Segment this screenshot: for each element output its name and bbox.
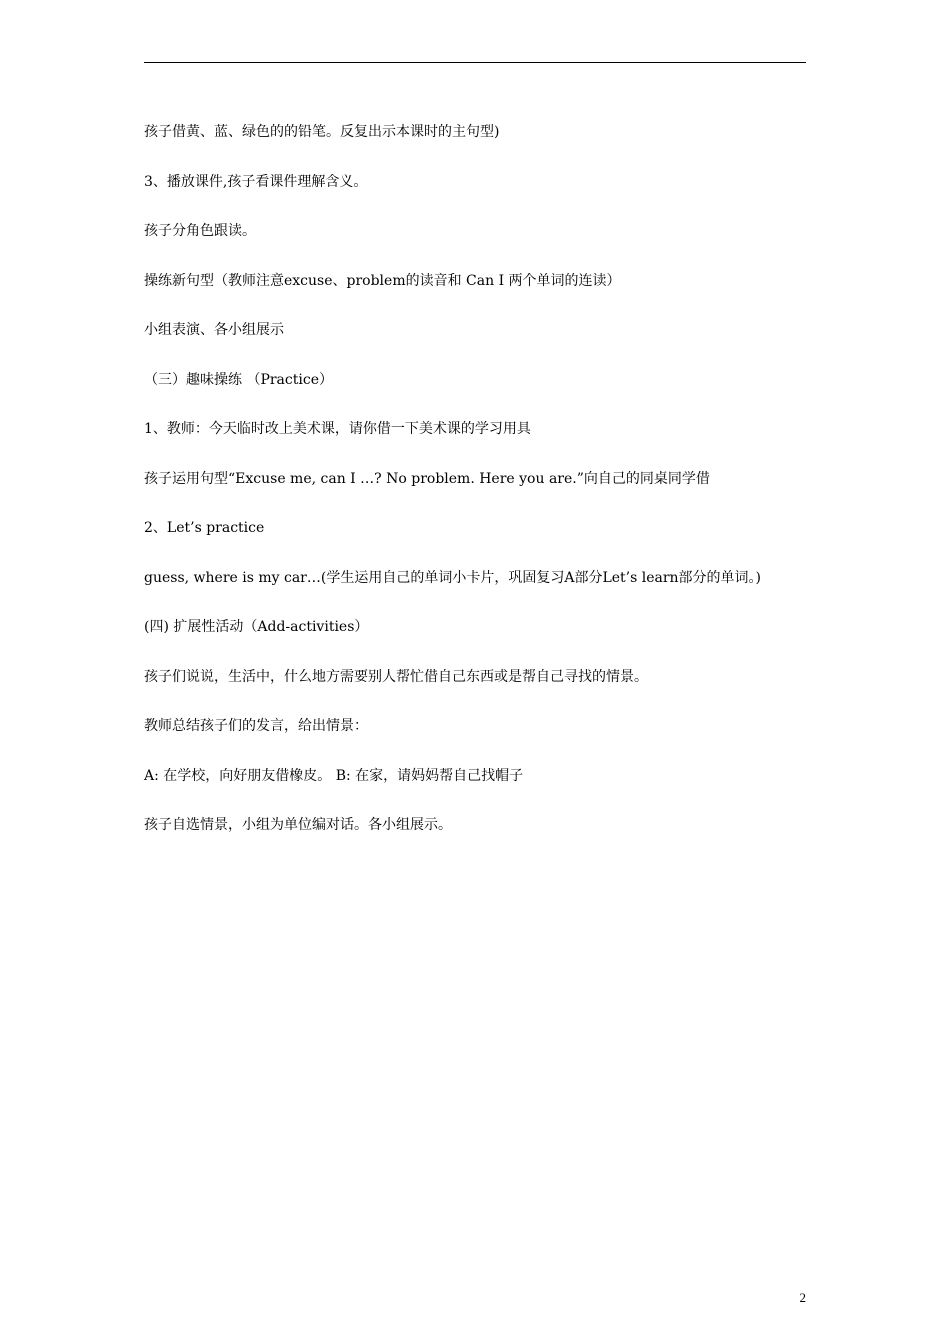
- paragraph: guess, where is my car…(学生运用自己的单词小卡片，巩固复习A部分Let’s learn部分的单词。): [144, 569, 762, 586]
- header-rule: [144, 62, 806, 63]
- paragraph: 3、播放课件,孩子看课件理解含义。: [144, 173, 368, 190]
- section-heading: （三）趣味操练 （Practice）: [144, 371, 333, 388]
- paragraph: 2、Let’s practice: [144, 520, 265, 536]
- paragraph: 小组表演、各小组展示: [144, 322, 284, 338]
- paragraph: 1、教师：今天临时改上美术课，请你借一下美术课的学习用具: [144, 421, 531, 437]
- paragraph: 孩子们说说，生活中，什么地方需要别人帮忙借自己东西或是帮自己寻找的情景。: [144, 668, 648, 685]
- section-heading: (四) 扩展性活动（Add-activities）: [144, 619, 369, 635]
- paragraph: 孩子自选情景，小组为单位编对话。各小组展示。: [144, 817, 452, 833]
- paragraph: 操练新句型（教师注意excuse、problem的读音和 Can I 两个单词的连读）: [144, 272, 621, 289]
- paragraph: 孩子借黄、蓝、绿色的的铅笔。反复出示本课时的主句型): [144, 124, 500, 140]
- document-body: [144, 120, 806, 863]
- page-number: 2: [799, 1290, 806, 1305]
- paragraph: A: 在学校，向好朋友借橡皮。 B: 在家，请妈妈帮自己找帽子: [144, 767, 524, 784]
- paragraph: 教师总结孩子们的发言，给出情景：: [144, 718, 368, 734]
- paragraph: 孩子运用句型“Excuse me, can I …? No problem. Here you are.”向自己的同桌同学借: [144, 470, 710, 487]
- paragraph: 孩子分角色跟读。: [144, 223, 256, 239]
